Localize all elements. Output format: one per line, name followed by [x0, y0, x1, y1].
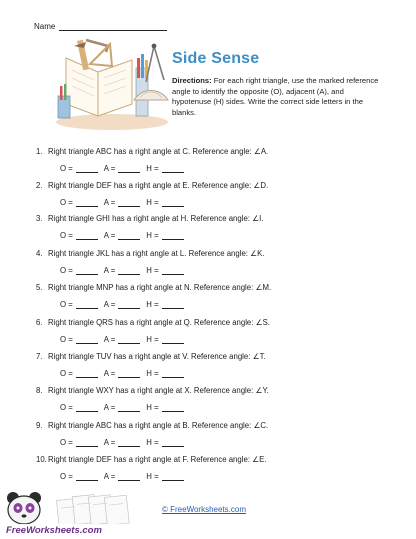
opposite-blank[interactable]: [76, 474, 98, 481]
question-text: Right triangle JKL has a right angle at L. Reference angle: ∠K.: [48, 249, 265, 258]
hypotenuse-label: H =: [146, 403, 159, 412]
answer-row: [60, 403, 396, 412]
question-number: 6.: [36, 318, 43, 327]
question-3: [36, 214, 396, 240]
name-label: Name: [34, 22, 56, 31]
hypotenuse-label: H =: [146, 438, 159, 447]
answer-row: [60, 164, 396, 173]
adjacent-label: A =: [103, 335, 116, 344]
adjacent-label: A =: [103, 438, 116, 447]
worksheet-title: Side Sense: [172, 50, 260, 67]
opposite-blank[interactable]: [76, 440, 98, 447]
hypotenuse-label: H =: [146, 266, 159, 275]
opposite-label: O =: [60, 335, 73, 344]
opposite-blank[interactable]: [76, 302, 98, 309]
question-1: [36, 147, 396, 173]
hypotenuse-label: H =: [146, 369, 159, 378]
hypotenuse-label: H =: [146, 300, 159, 309]
answer-row: [60, 266, 396, 275]
adjacent-label: A =: [103, 231, 116, 240]
adjacent-blank[interactable]: [118, 337, 140, 344]
adjacent-label: A =: [103, 369, 116, 378]
adjacent-label: A =: [103, 403, 116, 412]
question-number: 8.: [36, 386, 43, 395]
opposite-label: O =: [60, 231, 73, 240]
question-4: [36, 249, 396, 275]
adjacent-label: A =: [103, 266, 116, 275]
opposite-label: O =: [60, 438, 73, 447]
question-2: [36, 181, 396, 207]
hypotenuse-blank[interactable]: [162, 302, 184, 309]
question-text: Right triangle ABC has a right angle at C. Reference angle: ∠A.: [48, 147, 269, 156]
opposite-label: O =: [60, 472, 73, 481]
name-field[interactable]: [59, 22, 167, 31]
opposite-blank[interactable]: [76, 371, 98, 378]
question-text: Right triangle GHI has a right angle at H. Reference angle: ∠I.: [48, 214, 264, 223]
question-number: 3.: [36, 214, 43, 223]
answer-row: [60, 369, 396, 378]
directions-text: For each right triangle, use the marked reference angle to identify the opposite (O), adjacent (A), and hypotenuse (H) sides. Write the correct side letters in the blanks.: [172, 76, 379, 117]
answer-row: [60, 438, 396, 447]
opposite-label: O =: [60, 266, 73, 275]
adjacent-blank[interactable]: [118, 405, 140, 412]
question-number: 1.: [36, 147, 43, 156]
answer-row: [60, 300, 396, 309]
hypotenuse-blank[interactable]: [162, 233, 184, 240]
adjacent-blank[interactable]: [118, 371, 140, 378]
hypotenuse-label: H =: [146, 198, 159, 207]
adjacent-blank[interactable]: [118, 166, 140, 173]
opposite-blank[interactable]: [76, 405, 98, 412]
opposite-label: O =: [60, 300, 73, 309]
freeworksheets-link[interactable]: © FreeWorksheets.com: [162, 505, 246, 514]
hypotenuse-label: H =: [146, 231, 159, 240]
opposite-blank[interactable]: [76, 233, 98, 240]
question-text: Right triangle MNP has a right angle at N. Reference angle: ∠M.: [48, 283, 272, 292]
hypotenuse-blank[interactable]: [162, 474, 184, 481]
opposite-label: O =: [60, 403, 73, 412]
freeworksheets-logo: [0, 488, 150, 539]
question-text: Right triangle TUV has a right angle at V. Reference angle: ∠T.: [48, 352, 266, 361]
hypotenuse-label: H =: [146, 164, 159, 173]
question-text: Right triangle DEF has a right angle at E. Reference angle: ∠D.: [48, 181, 269, 190]
hypotenuse-blank[interactable]: [162, 405, 184, 412]
math-tools-illustration-icon: [50, 38, 170, 134]
question-5: [36, 283, 396, 309]
question-number: 7.: [36, 352, 43, 361]
opposite-label: O =: [60, 198, 73, 207]
adjacent-blank[interactable]: [118, 474, 140, 481]
opposite-label: O =: [60, 164, 73, 173]
question-text: Right triangle ABC has a right angle at B. Reference angle: ∠C.: [48, 421, 269, 430]
adjacent-label: A =: [103, 300, 116, 309]
question-number: 10.: [36, 455, 47, 464]
name-row: [34, 22, 167, 31]
opposite-blank[interactable]: [76, 337, 98, 344]
question-7: [36, 352, 396, 378]
answer-row: [60, 472, 396, 481]
question-10: [36, 455, 396, 481]
hypotenuse-blank[interactable]: [162, 440, 184, 447]
answer-row: [60, 335, 396, 344]
hypotenuse-blank[interactable]: [162, 200, 184, 207]
question-text: Right triangle QRS has a right angle at Q. Reference angle: ∠S.: [48, 318, 270, 327]
logo-text: FreeWorksheets.com: [6, 525, 102, 536]
opposite-blank[interactable]: [76, 166, 98, 173]
opposite-blank[interactable]: [76, 200, 98, 207]
adjacent-blank[interactable]: [118, 440, 140, 447]
adjacent-label: A =: [103, 472, 116, 481]
adjacent-blank[interactable]: [118, 268, 140, 275]
question-8: [36, 386, 396, 412]
adjacent-blank[interactable]: [118, 200, 140, 207]
hypotenuse-blank[interactable]: [162, 166, 184, 173]
answer-row: [60, 198, 396, 207]
question-number: 2.: [36, 181, 43, 190]
hypotenuse-blank[interactable]: [162, 268, 184, 275]
opposite-label: O =: [60, 369, 73, 378]
question-number: 4.: [36, 249, 43, 258]
adjacent-label: A =: [103, 198, 116, 207]
question-number: 5.: [36, 283, 43, 292]
question-text: Right triangle WXY has a right angle at X. Reference angle: ∠Y.: [48, 386, 269, 395]
question-9: [36, 421, 396, 447]
directions: [172, 76, 380, 118]
adjacent-blank[interactable]: [118, 233, 140, 240]
hypotenuse-label: H =: [146, 472, 159, 481]
opposite-blank[interactable]: [76, 268, 98, 275]
adjacent-label: A =: [103, 164, 116, 173]
hypotenuse-blank[interactable]: [162, 337, 184, 344]
hypotenuse-label: H =: [146, 335, 159, 344]
directions-label: Directions:: [172, 76, 212, 85]
answer-row: [60, 231, 396, 240]
question-6: [36, 318, 396, 344]
question-number: 9.: [36, 421, 43, 430]
question-text: Right triangle DEF has a right angle at F. Reference angle: ∠E.: [48, 455, 267, 464]
adjacent-blank[interactable]: [118, 302, 140, 309]
hypotenuse-blank[interactable]: [162, 371, 184, 378]
